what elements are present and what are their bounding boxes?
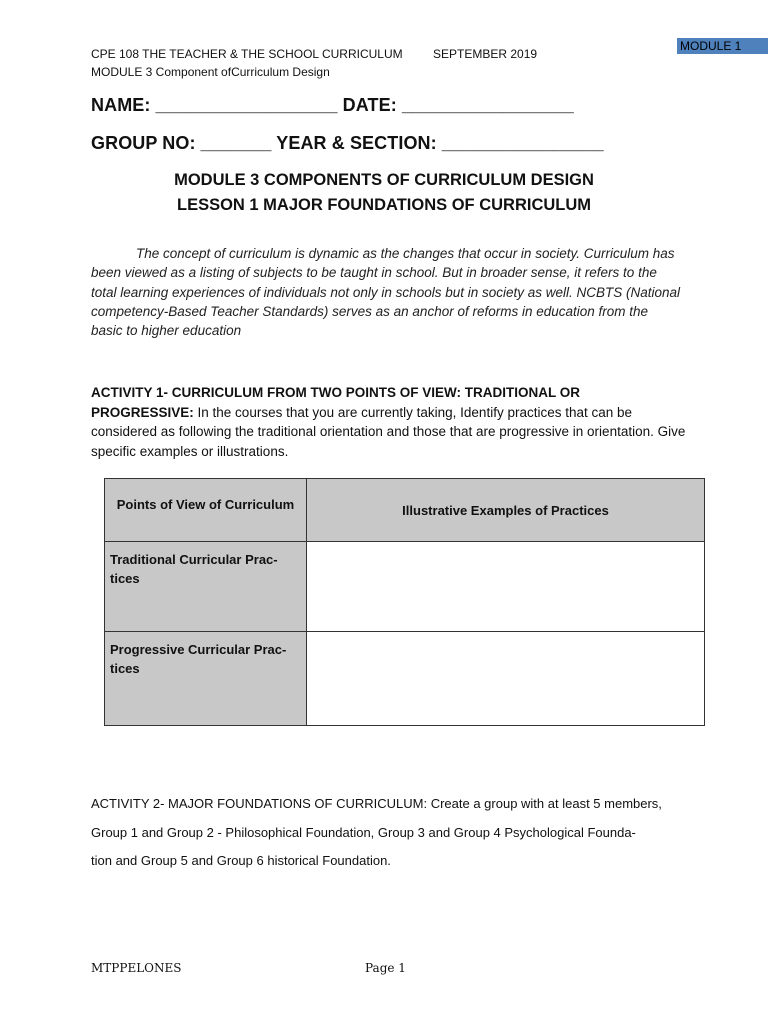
row-label-line: Progressive Curricular Prac-	[110, 642, 287, 657]
activity2-line: Group 1 and Group 2 - Philosophical Foundation, Group 3 and Group 4 Psychological Founda-	[91, 824, 636, 840]
activity1-title: ACTIVITY 1- CURRICULUM FROM TWO POINTS OF VIEW: TRADITIONAL OR PROGRESSIVE:	[91, 385, 580, 420]
activity2-line: ACTIVITY 2- MAJOR FOUNDATIONS OF CURRICULUM: Create a group with at least 5 members,	[91, 796, 662, 811]
footer-author: MTPPELONES	[91, 961, 182, 975]
row-label-line: Traditional Curricular Prac-	[110, 552, 278, 567]
lesson-title: LESSON 1 MAJOR FOUNDATIONS OF CURRICULUM	[176, 196, 592, 214]
table-row	[105, 632, 705, 726]
intro-paragraph	[91, 244, 683, 340]
name-date-field: NAME: __________________ DATE: _________________	[91, 95, 574, 115]
row-label-progressive	[105, 632, 307, 726]
activity1-body: In the courses that you are currently taking, Identify practices that can be considered as following the traditional orientation and those that are progressive in orientation. Give specific examples or illustrations.	[91, 404, 686, 459]
module-title: MODULE 3 COMPONENTS OF CURRICULUM DESIGN	[174, 171, 594, 189]
activity1-paragraph	[91, 383, 686, 461]
table-header-row	[105, 479, 705, 542]
activity2-paragraph	[91, 790, 691, 876]
progressive-examples-cell[interactable]	[307, 632, 705, 726]
group-section-field: GROUP NO: _______ YEAR & SECTION: ________________	[91, 133, 604, 153]
intro-text: The concept of curriculum is dynamic as the changes that occur in society. Curriculum has been viewed as a listing of subjects to be taught in school. But in broader sense, it refers to the total learning experiences of individuals not only in schools but in society as well. NCBTS (National competency-Based Teacher Standards) serves as an anchor of reforms in education from the basic to higher education	[91, 246, 681, 339]
course-header: CPE 108 THE TEACHER & THE SCHOOL CURRICULUM	[91, 47, 403, 61]
module-subheader: MODULE 3 Component ofCurriculum Design	[91, 65, 330, 79]
row-label-line: tices	[110, 571, 140, 586]
table-header-points: Points of View of Curriculum	[105, 479, 307, 542]
header-date: SEPTEMBER 2019	[433, 47, 538, 61]
table-row	[105, 542, 705, 632]
activity2-line: tion and Group 5 and Group 6 historical Foundation.	[91, 853, 391, 868]
table-header-examples: Illustrative Examples of Practices	[307, 479, 705, 542]
row-label-line: tices	[110, 661, 140, 676]
traditional-examples-cell[interactable]	[307, 542, 705, 632]
row-label-traditional	[105, 542, 307, 632]
page-number: Page 1	[365, 961, 406, 975]
points-of-view-table	[104, 478, 705, 726]
module-tab: MODULE 1	[677, 38, 768, 54]
